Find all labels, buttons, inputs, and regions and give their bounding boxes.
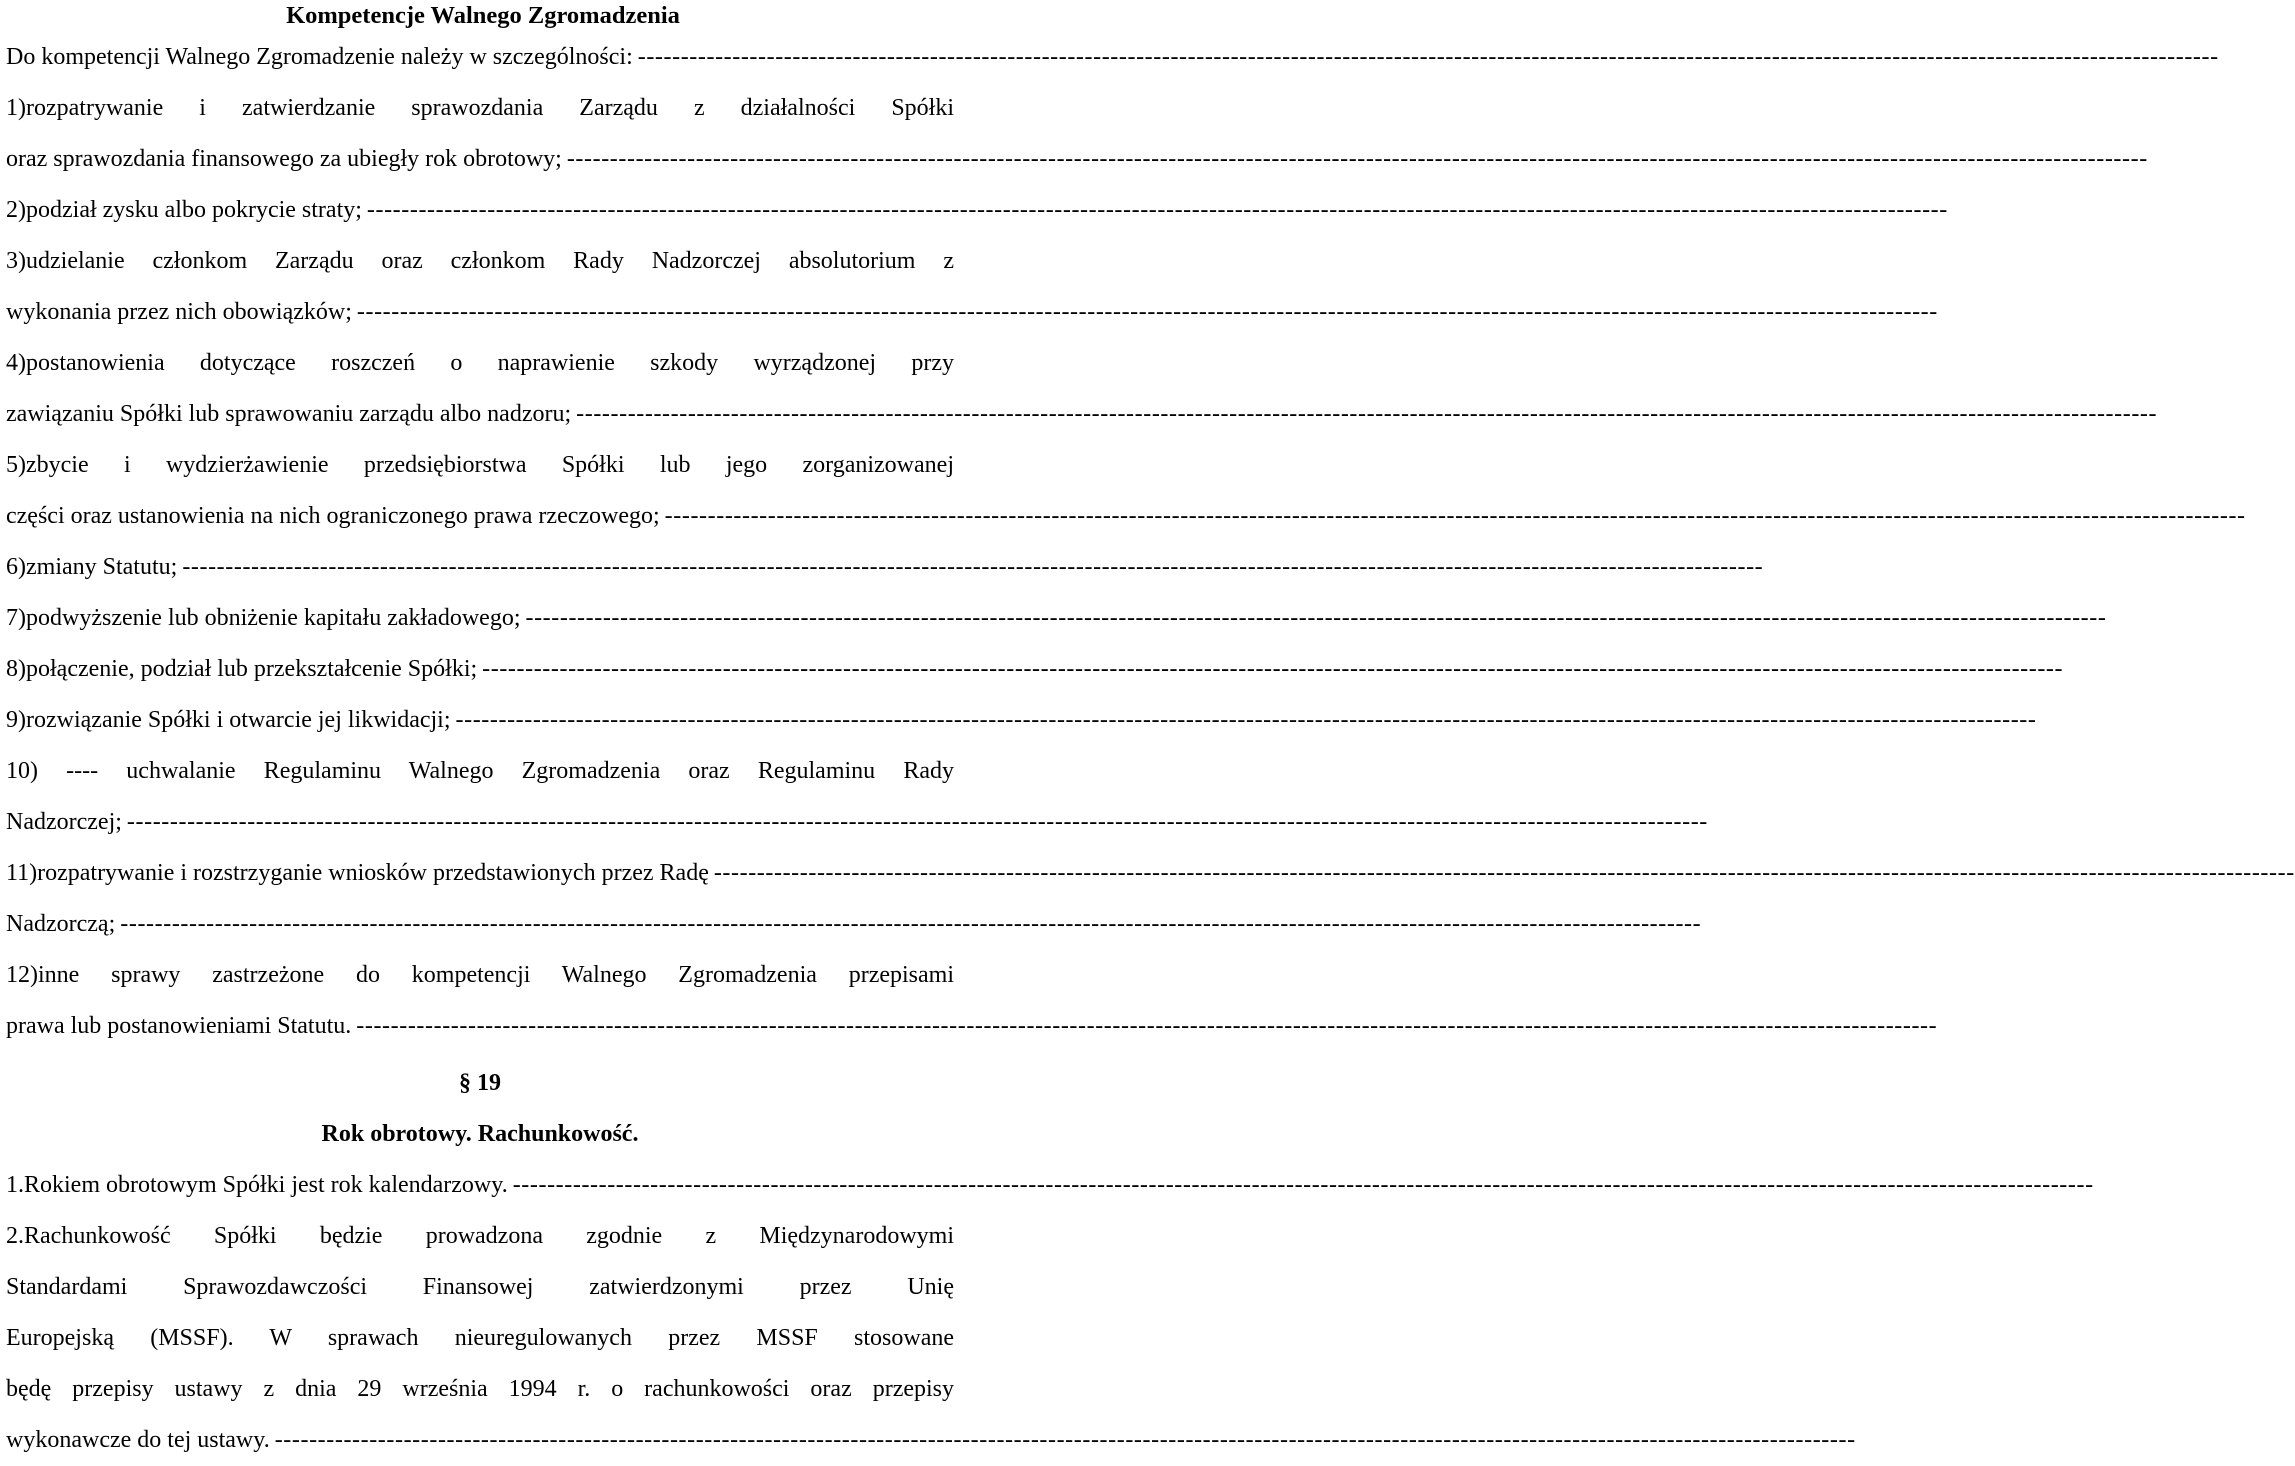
dash-filler: ---------------------------------------------------------------------------------------------------------------------------------------------------------------------------------------- — [356, 299, 1938, 325]
line-text: oraz sprawozdania finansowego za ubiegły rok obrotowy; — [6, 146, 562, 172]
dash-filler: ---------------------------------------------------------------------------------------------------------------------------------------------------------------------------------------- — [576, 401, 2158, 427]
dash-filler: ---------------------------------------------------------------------------------------------------------------------------------------------------------------------------------------- — [566, 146, 2148, 172]
text-line — [6, 899, 1702, 950]
dash-filler: ---------------------------------------------------------------------------------------------------------------------------------------------------------------------------------------- — [455, 707, 2037, 733]
text-line — [6, 134, 2148, 185]
section-title: Rok obrotowy. Rachunkowość. — [321, 1121, 639, 1147]
line-text: części oraz ustanowienia na nich ograniczonego prawa rzeczowego; — [6, 503, 660, 529]
dash-filler: ---------------------------------------------------------------------------------------------------------------------------------------------------------------------------------------- — [482, 656, 2064, 682]
line-text: 2.Rachunkowość Spółki będzie prowadzona zgodnie z Międzynarodowymi — [6, 1223, 954, 1249]
dash-filler: ---------------------------------------------------------------------------------------------------------------------------------------------------------------------------------------- — [356, 1013, 1938, 1039]
text-line — [6, 1001, 1938, 1052]
text-line — [6, 389, 2158, 440]
competences-list — [6, 32, 2295, 1052]
line-text: 2)podział zysku albo pokrycie straty; — [6, 197, 362, 223]
line-text: 8)połączenie, podział lub przekształcenie Spółki; — [6, 656, 478, 682]
text-line — [6, 1313, 954, 1364]
line-text: 3)udzielanie członkom Zarządu oraz członkom Rady Nadzorczej absolutorium z — [6, 248, 954, 274]
text-line — [6, 185, 1948, 236]
text-line — [6, 746, 954, 797]
line-text: 11)rozpatrywanie i rozstrzyganie wniosków przedstawionych przez Radę — [6, 860, 709, 886]
dash-filler: ---------------------------------------------------------------------------------------------------------------------------------------------------------------------------------------- — [274, 1427, 1856, 1453]
line-text: Europejską (MSSF). W sprawach nieuregulowanych przez MSSF stosowane — [6, 1325, 954, 1351]
document-title: Kompetencje Walnego Zgromadzenia — [286, 2, 680, 29]
line-text: 4)postanowienia dotyczące roszczeń o naprawienie szkody wyrządzonej przy — [6, 350, 954, 376]
text-line — [6, 950, 954, 1001]
text-line — [6, 1415, 1856, 1466]
text-line — [6, 1364, 954, 1415]
dash-filler: ---------------------------------------------------------------------------------------------------------------------------------------------------------------------------------------- — [182, 554, 1764, 580]
text-line — [6, 287, 1938, 338]
dash-filler: ---------------------------------------------------------------------------------------------------------------------------------------------------------------------------------------- — [713, 860, 2295, 886]
text-line — [6, 644, 2064, 695]
dash-filler: ---------------------------------------------------------------------------------------------------------------------------------------------------------------------------------------- — [120, 911, 1702, 937]
text-line — [6, 1160, 2094, 1211]
text-line — [6, 1211, 954, 1262]
text-line — [6, 848, 2295, 899]
line-text: 1)rozpatrywanie i zatwierdzanie sprawozdania Zarządu z działalności Spółki — [6, 95, 954, 121]
line-text: prawa lub postanowieniami Statutu. — [6, 1013, 352, 1039]
text-line — [6, 1262, 954, 1313]
section-number: § 19 — [459, 1070, 501, 1096]
dash-filler: ---------------------------------------------------------------------------------------------------------------------------------------------------------------------------------------- — [512, 1172, 2094, 1198]
line-text: 7)podwyższenie lub obniżenie kapitału zakładowego; — [6, 605, 521, 631]
dash-filler: ---------------------------------------------------------------------------------------------------------------------------------------------------------------------------------------- — [525, 605, 2107, 631]
text-line — [6, 83, 954, 134]
text-line — [6, 491, 2246, 542]
text-line — [6, 797, 1708, 848]
dash-filler: ---------------------------------------------------------------------------------------------------------------------------------------------------------------------------------------- — [664, 503, 2246, 529]
dash-filler: ---------------------------------------------------------------------------------------------------------------------------------------------------------------------------------------- — [637, 44, 2219, 70]
line-text: 12)inne sprawy zastrzeżone do kompetencji Walnego Zgromadzenia przepisami — [6, 962, 954, 988]
text-line — [6, 338, 954, 389]
line-text: Nadzorczą; — [6, 911, 116, 937]
dash-filler: ---------------------------------------------------------------------------------------------------------------------------------------------------------------------------------------- — [126, 809, 1708, 835]
text-line — [6, 695, 2037, 746]
line-text: wykonawcze do tej ustawy. — [6, 1427, 270, 1453]
text-line — [6, 593, 2107, 644]
line-text: Standardami Sprawozdawczości Finansowej zatwierdzonymi przez Unię — [6, 1274, 954, 1300]
line-text: zawiązaniu Spółki lub sprawowaniu zarządu albo nadzoru; — [6, 401, 572, 427]
text-line — [6, 32, 2219, 83]
line-text: 1.Rokiem obrotowym Spółki jest rok kalendarzowy. — [6, 1172, 508, 1198]
line-text: 5)zbycie i wydzierżawienie przedsiębiorstwa Spółki lub jego zorganizowanej — [6, 452, 954, 478]
line-text: będę przepisy ustawy z dnia 29 września 1994 r. o rachunkowości oraz przepisy — [6, 1376, 954, 1402]
text-line — [6, 542, 1764, 593]
text-line — [6, 440, 954, 491]
dash-filler: ---------------------------------------------------------------------------------------------------------------------------------------------------------------------------------------- — [366, 197, 1948, 223]
line-text: wykonania przez nich obowiązków; — [6, 299, 352, 325]
line-text: 10) ---- uchwalanie Regulaminu Walnego Zgromadzenia oraz Regulaminu Rady — [6, 758, 954, 784]
line-text: Nadzorczej; — [6, 809, 122, 835]
fiscal-year-paragraphs — [6, 1160, 2094, 1466]
line-text: Do kompetencji Walnego Zgromadzenie należy w szczególności: — [6, 44, 633, 70]
line-text: 6)zmiany Statutu; — [6, 554, 178, 580]
text-line — [6, 236, 954, 287]
line-text: 9)rozwiązanie Spółki i otwarcie jej likwidacji; — [6, 707, 451, 733]
